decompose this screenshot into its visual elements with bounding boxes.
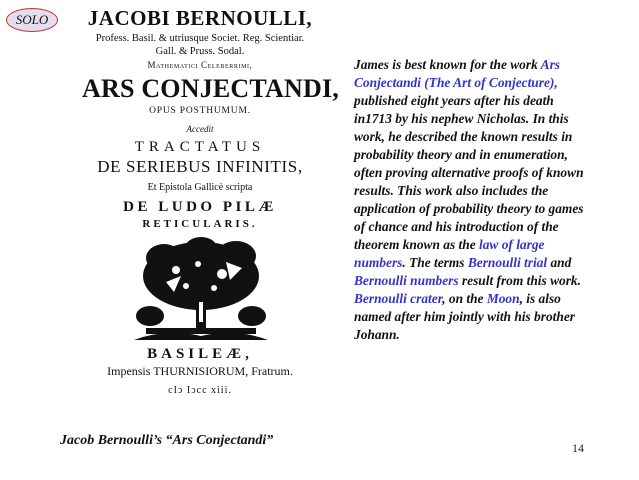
text-part-7: , is also named after him jointly with his brother Johann. <box>354 291 575 342</box>
title-page-basileae: BASILEÆ, <box>147 346 253 362</box>
title-page-image <box>82 6 339 408</box>
text-part-6: , on the <box>442 291 487 306</box>
page-number: 14 <box>572 441 584 455</box>
link-bernoulli-crater[interactable]: Bernoulli crater <box>354 291 443 306</box>
title-page-opus: OPUS POSTHUMUM. <box>149 106 251 116</box>
title-page-affiliation-1: Profess. Basil. & utriusque Societ. Reg. Scientiar. <box>95 33 305 44</box>
title-page-mathematici: Mathematici Celeberrimi, <box>147 60 253 70</box>
solo-badge <box>6 8 58 32</box>
title-page-epistola: Et Epistola Gallicè scripta <box>147 182 253 193</box>
image-caption: Jacob Bernoulli’s “Ars Conjectandi” <box>60 433 274 448</box>
title-page-impensis: Impensis THURNISIORUM, Fratrum. <box>107 364 293 378</box>
link-moon[interactable]: Moon <box>486 291 520 306</box>
title-page-affiliation-2: Gall. & Pruss. Sodal. <box>155 46 245 57</box>
title-page-de-ludo: DE LUDO PILÆ <box>123 199 277 215</box>
title-page-author: JACOBI BERNOULLI, <box>87 6 313 30</box>
link-law-of-large-numbers[interactable]: law of large numbers <box>354 237 545 270</box>
text-part-3: . The terms <box>402 255 468 270</box>
text-part-1: James is best known for the work <box>354 57 541 72</box>
title-page-de-seriebus: DE SERIEBUS INFINITIS, <box>97 157 303 176</box>
text-part-5: result from this work. <box>458 273 581 288</box>
description-text <box>354 56 594 344</box>
link-ars-conjectandi[interactable]: Ars Conjectandi (The Art of Conjecture), <box>354 57 560 90</box>
link-bernoulli-numbers[interactable]: Bernoulli numbers <box>354 273 459 288</box>
title-page-date: cIↄ Iↄcc xiii. <box>168 385 232 396</box>
title-page-reticularis: RETICULARIS. <box>142 218 258 230</box>
printer-emblem-icon <box>126 236 276 344</box>
text-part-4: and <box>547 255 572 270</box>
text-part-2: published eight years after his death in1713 by his nephew Nicholas. In this work, he described the known results in probability theory and in enumeration, often proving alternative proofs of known results. This work also includes the application of probability theory to games of chance and his introduction of the theorem known as the <box>354 93 584 252</box>
solo-badge-label: SOLO <box>15 12 49 27</box>
title-page-main-title: ARS CONJECTANDI, <box>82 74 339 103</box>
title-page-tractatus: TRACTATUS <box>134 139 266 155</box>
link-bernoulli-trial[interactable]: Bernoulli trial <box>467 255 548 270</box>
title-page-accedit: Accedit <box>186 124 214 134</box>
